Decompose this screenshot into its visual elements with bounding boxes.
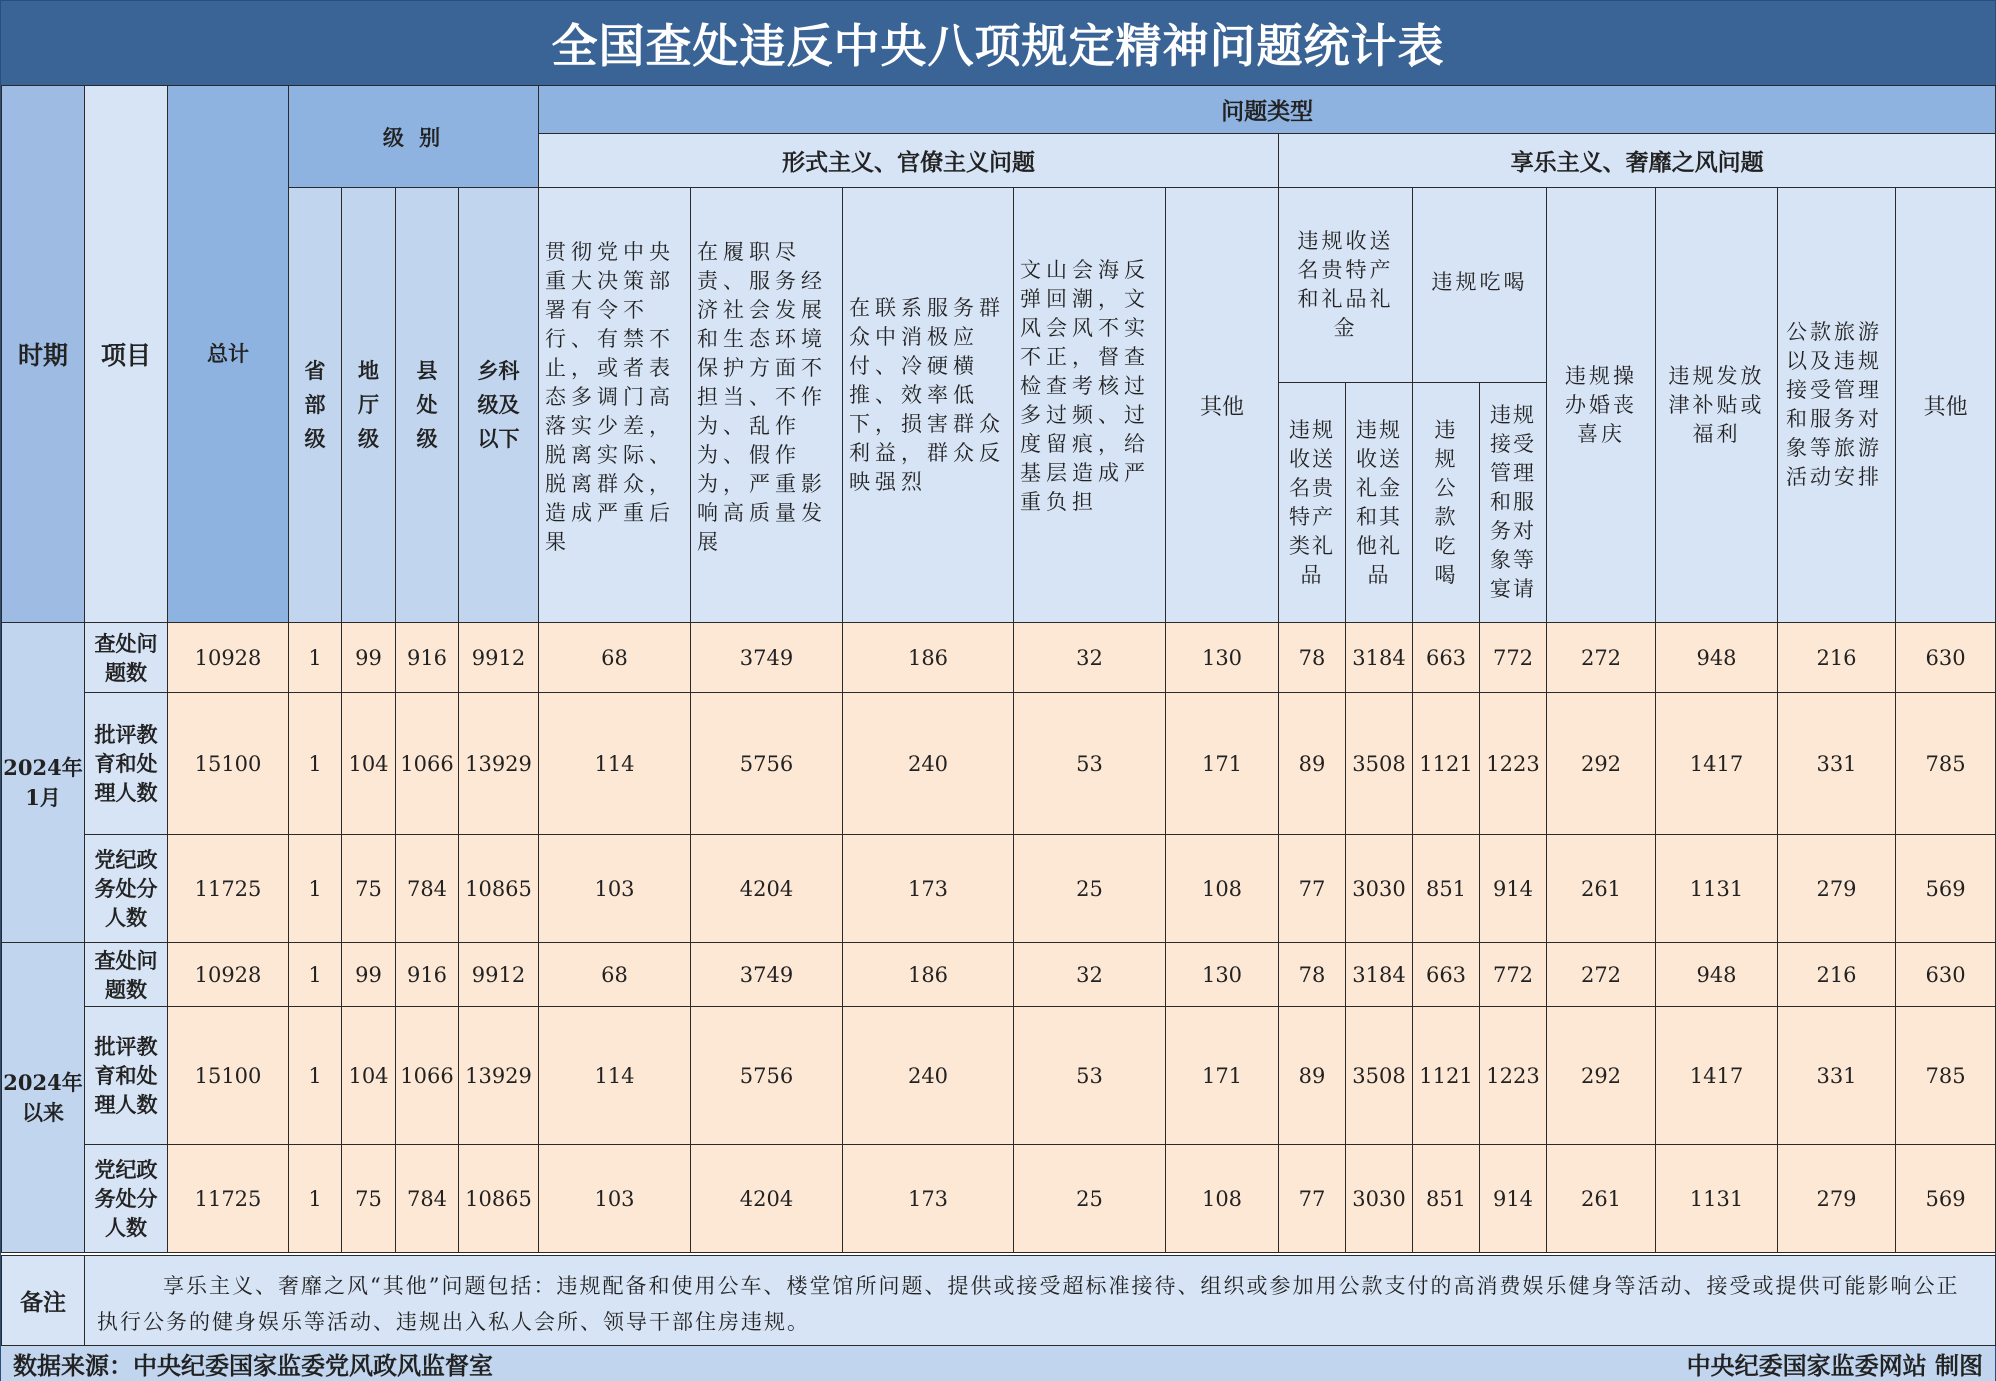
table-cell: 1223 xyxy=(1480,693,1547,835)
table-cell: 114 xyxy=(539,1007,691,1145)
table-cell: 630 xyxy=(1896,943,1996,1007)
header-hedonism-col-wedding: 违规操办婚丧喜庆 xyxy=(1547,188,1656,623)
header-dining-banquet: 违规接受管理和服务对象等宴请 xyxy=(1480,383,1547,623)
table-cell: 10865 xyxy=(459,835,539,943)
table-cell: 3030 xyxy=(1346,1145,1413,1253)
table-cell: 53 xyxy=(1014,1007,1166,1145)
table-cell: 261 xyxy=(1547,1145,1656,1253)
header-dining-group: 违规吃喝 xyxy=(1413,188,1547,383)
header-hedonism-other: 其他 xyxy=(1896,188,1996,623)
table-row xyxy=(2,943,1996,1007)
header-level-township: 乡科级及以下 xyxy=(459,188,539,623)
table-row xyxy=(2,693,1996,835)
table-cell: 108 xyxy=(1166,835,1279,943)
period-label: 2024年以来 xyxy=(2,943,85,1253)
table-cell: 916 xyxy=(396,943,459,1007)
table-cell: 114 xyxy=(539,693,691,835)
table-row xyxy=(2,835,1996,943)
table-cell: 216 xyxy=(1778,623,1896,693)
header-formalism-col-1: 贯彻党中央重大决策部署有令不行、有禁不止，或者表态多调门高落实少差，脱离实际、脱离群众，造成严重后果 xyxy=(539,188,691,623)
table-cell: 3749 xyxy=(691,623,843,693)
table-cell: 1066 xyxy=(396,693,459,835)
table-cell: 32 xyxy=(1014,943,1166,1007)
table-cell: 10928 xyxy=(168,943,289,1007)
header-formalism-col-2: 在履职尽责、服务经济社会发展和生态环境保护方面不担当、不作为、乱作为、假作为，严重影响高质量发展 xyxy=(691,188,843,623)
table-cell: 5756 xyxy=(691,693,843,835)
table-cell: 99 xyxy=(342,943,396,1007)
table-cell: 32 xyxy=(1014,623,1166,693)
table-cell: 272 xyxy=(1547,943,1656,1007)
table-cell: 914 xyxy=(1480,835,1547,943)
table-cell: 272 xyxy=(1547,623,1656,693)
table-cell: 851 xyxy=(1413,1145,1480,1253)
header-formalism-other: 其他 xyxy=(1166,188,1279,623)
table-cell: 78 xyxy=(1279,943,1346,1007)
row-item-label: 查处问题数 xyxy=(85,943,168,1007)
table-cell: 1 xyxy=(289,623,342,693)
table-cell: 1066 xyxy=(396,1007,459,1145)
table-cell: 1131 xyxy=(1656,1145,1778,1253)
table-cell: 1417 xyxy=(1656,1007,1778,1145)
table-cell: 279 xyxy=(1778,1145,1896,1253)
table-cell: 292 xyxy=(1547,1007,1656,1145)
header-formalism-col-4: 文山会海反弹回潮，文风会风不实不正，督查检查考核过多过频、过度留痕，给基层造成严重负担 xyxy=(1014,188,1166,623)
table-cell: 948 xyxy=(1656,943,1778,1007)
table-cell: 108 xyxy=(1166,1145,1279,1253)
table-cell: 1 xyxy=(289,1007,342,1145)
table-cell: 5756 xyxy=(691,1007,843,1145)
table-cell: 103 xyxy=(539,1145,691,1253)
table-cell: 3184 xyxy=(1346,943,1413,1007)
table-cell: 171 xyxy=(1166,1007,1279,1145)
header-level-county: 县处级 xyxy=(396,188,459,623)
header-problem-type: 问题类型 xyxy=(539,86,1996,134)
table-cell: 1121 xyxy=(1413,1007,1480,1145)
statistics-table xyxy=(1,85,1996,1253)
table-cell: 331 xyxy=(1778,1007,1896,1145)
table-cell: 173 xyxy=(843,835,1014,943)
table-cell: 1 xyxy=(289,943,342,1007)
header-hedonism-col-subsidy: 违规发放津补贴或福利 xyxy=(1656,188,1778,623)
table-cell: 186 xyxy=(843,943,1014,1007)
row-item-label: 党纪政务处分人数 xyxy=(85,1145,168,1253)
table-cell: 3508 xyxy=(1346,693,1413,835)
table-cell: 171 xyxy=(1166,693,1279,835)
table-cell: 279 xyxy=(1778,835,1896,943)
table-cell: 914 xyxy=(1480,1145,1547,1253)
table-cell: 785 xyxy=(1896,1007,1996,1145)
table-cell: 663 xyxy=(1413,623,1480,693)
table-cell: 1223 xyxy=(1480,1007,1547,1145)
table-cell: 68 xyxy=(539,943,691,1007)
header-level-provincial: 省部级 xyxy=(289,188,342,623)
table-cell: 10928 xyxy=(168,623,289,693)
table-cell: 1 xyxy=(289,835,342,943)
table-cell: 99 xyxy=(342,623,396,693)
table-cell: 784 xyxy=(396,835,459,943)
table-cell: 78 xyxy=(1279,623,1346,693)
table-cell: 186 xyxy=(843,623,1014,693)
header-level-prefectural: 地厅级 xyxy=(342,188,396,623)
footer-credit: 中央纪委国家监委网站 制图 xyxy=(1686,1351,1983,1380)
table-cell: 104 xyxy=(342,693,396,835)
table-cell: 11725 xyxy=(168,1145,289,1253)
table-cell: 9912 xyxy=(459,623,539,693)
table-cell: 13929 xyxy=(459,693,539,835)
note-table xyxy=(1,1255,1996,1346)
document-title: 全国查处违反中央八项规定精神问题统计表 xyxy=(1,1,1995,85)
table-cell: 569 xyxy=(1896,1145,1996,1253)
table-cell: 569 xyxy=(1896,835,1996,943)
table-cell: 25 xyxy=(1014,835,1166,943)
table-cell: 77 xyxy=(1279,1145,1346,1253)
table-cell: 261 xyxy=(1547,835,1656,943)
header-period: 时期 xyxy=(2,86,85,623)
table-cell: 772 xyxy=(1480,943,1547,1007)
table-cell: 25 xyxy=(1014,1145,1166,1253)
table-cell: 240 xyxy=(843,693,1014,835)
table-cell: 3030 xyxy=(1346,835,1413,943)
table-cell: 103 xyxy=(539,835,691,943)
table-cell: 292 xyxy=(1547,693,1656,835)
table-cell: 785 xyxy=(1896,693,1996,835)
header-level: 级 别 xyxy=(289,86,539,188)
table-cell: 1417 xyxy=(1656,693,1778,835)
table-cell: 784 xyxy=(396,1145,459,1253)
table-cell: 3184 xyxy=(1346,623,1413,693)
table-cell: 53 xyxy=(1014,693,1166,835)
table-cell: 89 xyxy=(1279,1007,1346,1145)
table-cell: 772 xyxy=(1480,623,1547,693)
footer-source: 数据来源：中央纪委国家监委党风政风监督室 xyxy=(13,1351,493,1380)
table-cell: 75 xyxy=(342,1145,396,1253)
row-item-label: 批评教育和处理人数 xyxy=(85,693,168,835)
table-cell: 9912 xyxy=(459,943,539,1007)
note-label: 备注 xyxy=(2,1256,85,1346)
table-cell: 948 xyxy=(1656,623,1778,693)
table-cell: 1131 xyxy=(1656,835,1778,943)
header-hedonism-col-tourism: 公款旅游以及违规接受管理和服务对象等旅游活动安排 xyxy=(1778,188,1896,623)
table-cell: 89 xyxy=(1279,693,1346,835)
table-cell: 4204 xyxy=(691,1145,843,1253)
table-cell: 663 xyxy=(1413,943,1480,1007)
table-cell: 630 xyxy=(1896,623,1996,693)
table-row xyxy=(2,1145,1996,1253)
table-cell: 10865 xyxy=(459,1145,539,1253)
header-gift-specialty: 违规收送名贵特产类礼品 xyxy=(1279,383,1346,623)
table-cell: 1 xyxy=(289,1145,342,1253)
note-text: 享乐主义、奢靡之风“其他”问题包括：违规配备和使用公车、楼堂馆所问题、提供或接受超标准接待、组织或参加用公款支付的高消费娱乐健身等活动、接受或提供可能影响公正执行公务的健身娱乐等活动、违规出入私人会所、领导干部住房违规。 xyxy=(85,1256,1996,1346)
table-cell: 173 xyxy=(843,1145,1014,1253)
table-cell: 916 xyxy=(396,623,459,693)
header-formalism-col-3: 在联系服务群众中消极应付、冷硬横推、效率低下，损害群众利益，群众反映强烈 xyxy=(843,188,1014,623)
header-hedonism: 享乐主义、奢靡之风问题 xyxy=(1279,134,1996,188)
footer-bar xyxy=(1,1345,1995,1381)
table-cell: 1 xyxy=(289,693,342,835)
table-cell: 130 xyxy=(1166,623,1279,693)
table-cell: 331 xyxy=(1778,693,1896,835)
period-label: 2024年1月 xyxy=(2,623,85,943)
header-formalism: 形式主义、官僚主义问题 xyxy=(539,134,1279,188)
table-cell: 3749 xyxy=(691,943,843,1007)
header-gift-cash: 违规收送礼金和其他礼品 xyxy=(1346,383,1413,623)
table-cell: 3508 xyxy=(1346,1007,1413,1145)
table-cell: 104 xyxy=(342,1007,396,1145)
row-item-label: 党纪政务处分人数 xyxy=(85,835,168,943)
header-gift-group: 违规收送名贵特产和礼品礼金 xyxy=(1279,188,1413,383)
table-row xyxy=(2,623,1996,693)
table-cell: 68 xyxy=(539,623,691,693)
row-item-label: 批评教育和处理人数 xyxy=(85,1007,168,1145)
table-cell: 1121 xyxy=(1413,693,1480,835)
table-cell: 130 xyxy=(1166,943,1279,1007)
row-item-label: 查处问题数 xyxy=(85,623,168,693)
table-cell: 13929 xyxy=(459,1007,539,1145)
table-cell: 15100 xyxy=(168,693,289,835)
header-total: 总计 xyxy=(168,86,289,623)
table-cell: 15100 xyxy=(168,1007,289,1145)
table-cell: 240 xyxy=(843,1007,1014,1145)
table-cell: 216 xyxy=(1778,943,1896,1007)
table-cell: 77 xyxy=(1279,835,1346,943)
table-cell: 75 xyxy=(342,835,396,943)
table-cell: 4204 xyxy=(691,835,843,943)
table-cell: 11725 xyxy=(168,835,289,943)
table-row xyxy=(2,1007,1996,1145)
table-cell: 851 xyxy=(1413,835,1480,943)
header-dining-public: 违规公款吃喝 xyxy=(1413,383,1480,623)
header-item: 项目 xyxy=(85,86,168,623)
